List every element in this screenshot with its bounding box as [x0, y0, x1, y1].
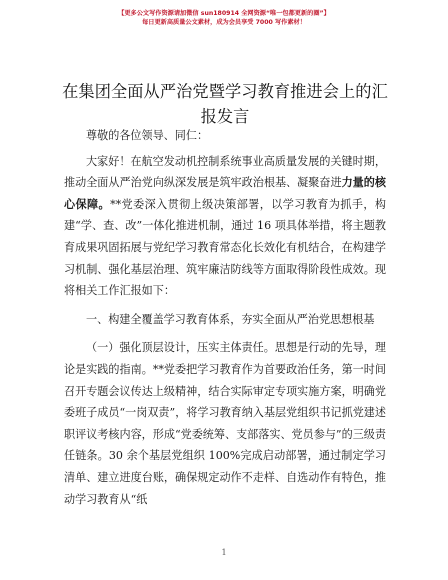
paragraph-opening-lead: 大家好！在航空发动机控制系统事业高质量发展的关键时期，推动全面从严治党向纵深发展是筑牢政治根基、凝聚奋进: [64, 154, 386, 190]
page-number: 1: [221, 548, 227, 557]
paragraph-section-1-1: （一）强化顶层设计，压实主体责任。思想是行动的先导，理论是实践的指南。**党委把学习教育作为首要政治任务，第一时间召开专题会议传达上级精神，结合实际审定专项实施方案，明确党委班子成员“一岗双责”，将学习教育纳入基层党组织书记抓党建述职评议考核内容，形成“党委统筹、支部落实、党员参与”的三级责任链条。30 余个基层党组织 100%完成启动部署，通过制定学习清单、建立进度台账，确保规定动作不走样、自选动作有特色，推动学习教育从“纸: [64, 341, 386, 506]
document-body: [64, 125, 386, 517]
section-heading-1: 一、构建全覆盖学习教育体系，夯实全面从严治党思想根基: [86, 312, 375, 326]
paragraph-opening-bold: 力量的核心保障。: [64, 176, 386, 211]
document-title: 在集团全面从严治党暨学习教育推进会上的汇报发言: [62, 82, 388, 126]
promo-banner-line-1: 【更多公文写作资源请加微信 sun180914 全网资源“唯一包都更新的圈”】: [118, 10, 330, 17]
paragraph-opening: [64, 151, 386, 302]
salutation: 尊敬的各位领导、同仁：: [86, 129, 209, 142]
paragraph-opening-rest: **党委深入贯彻上级决策部署，以学习教育为抓手，构建“学、查、改”一体化推进机制，通过 16 项具体举措，将主题教育成果巩固拓展与党纪学习教育常态化长效化有机结合，在构建学习机制、强化基层治理、筑牢廉洁防线等方面取得阶段性成效。现将相关工作汇报如下：: [64, 197, 386, 298]
promo-banner-line-2: 每日更新高质量公文素材，成为会员享受 7000 写作素材！: [142, 19, 306, 26]
